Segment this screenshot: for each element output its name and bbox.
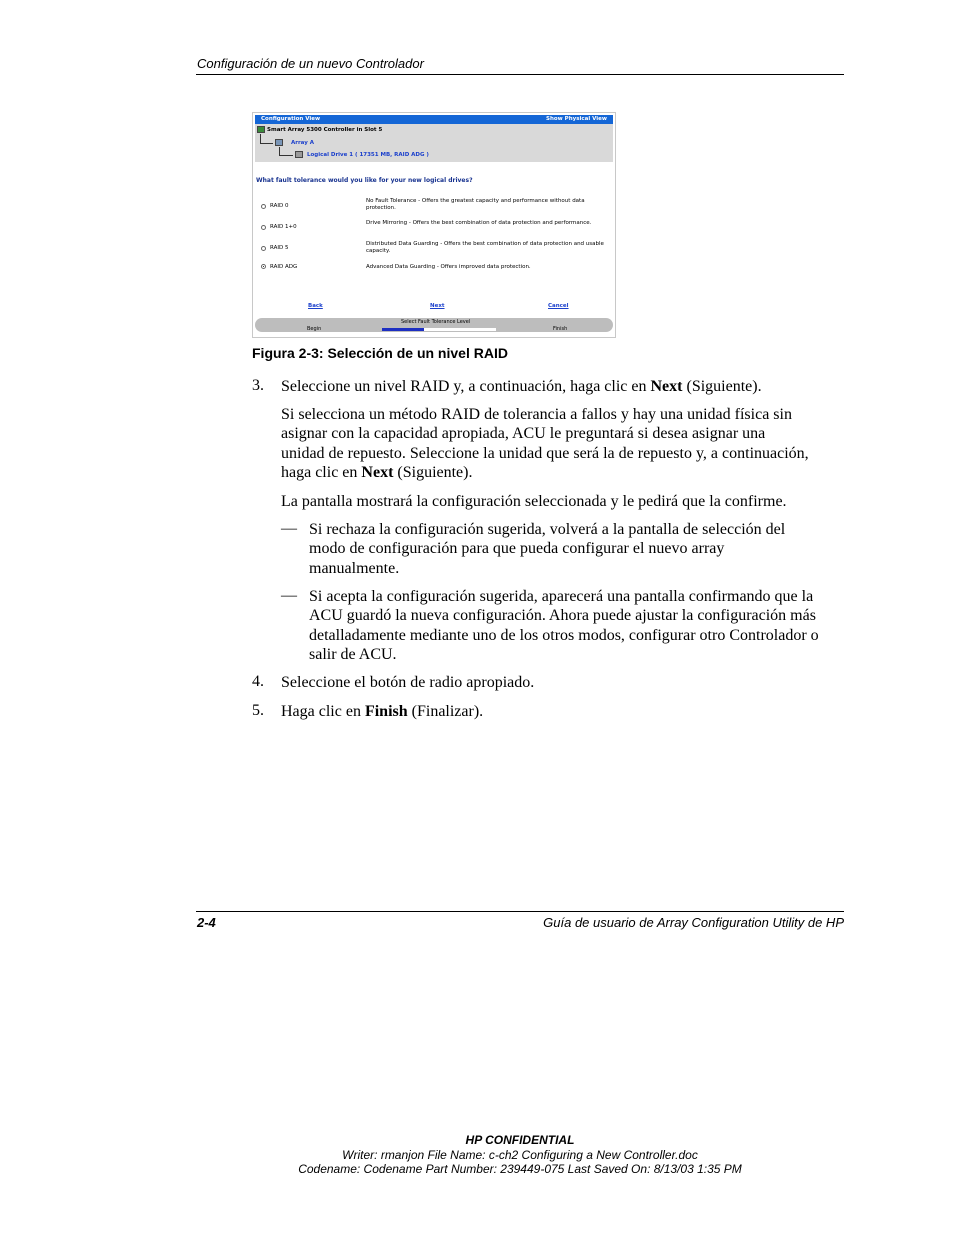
- reject-paragraph: Si rechaza la configuración sugerida, volverá a la pantalla de selección del modo de configuración para que pueda configurar el nuevo array manualmente.: [309, 521, 786, 577]
- footer-rule: [196, 911, 844, 912]
- step-3-text: Seleccione un nivel RAID y, a continuación, haga clic en Next (Siguiente).: [281, 378, 762, 395]
- logical-drive-icon: [295, 151, 303, 158]
- step-5-text: Haga clic en Finish (Finalizar).: [281, 703, 484, 720]
- back-link[interactable]: Back: [308, 303, 323, 309]
- header-rule: [196, 74, 844, 75]
- confidential-writer-line: Writer: rmanjon File Name: c-ch2 Configuring a New Controller.doc: [342, 1147, 698, 1162]
- tree-connector: [279, 147, 280, 155]
- raid-0-radio[interactable]: [261, 204, 266, 209]
- tree-connector: [279, 155, 293, 156]
- raid-10-label: RAID 1+0: [270, 224, 297, 230]
- raid-adg-desc: Advanced Data Guarding - Offers improved data protection.: [366, 264, 531, 270]
- raid-0-desc: No Fault Tolerance - Offers the greatest capacity and performance without data protection.: [366, 198, 585, 211]
- dash-bullet: —: [281, 520, 297, 537]
- book-title: Guía de usuario de Array Configuration Utility de HP: [543, 915, 844, 930]
- page-number: 2-4: [197, 915, 216, 930]
- tree-controller[interactable]: Smart Array 5300 Controller in Slot 5: [267, 127, 383, 133]
- raid-5-label: RAID 5: [270, 245, 289, 251]
- raid-10-radio[interactable]: [261, 225, 266, 230]
- tree-logical-drive[interactable]: Logical Drive 1 ( 17351 MB, RAID ADG ): [307, 152, 429, 158]
- configuration-view-title: Configuration View: [261, 116, 321, 122]
- step-4-number: 4.: [252, 673, 264, 690]
- cancel-link[interactable]: Cancel: [548, 303, 569, 309]
- raid-adg-radio[interactable]: [261, 264, 266, 269]
- progress-track: [382, 328, 496, 331]
- progress-finish-label: Finish: [553, 326, 568, 332]
- fault-tolerance-question: What fault tolerance would you like for your new logical drives?: [256, 177, 473, 184]
- dash-bullet: —: [281, 587, 297, 604]
- confidential-block: [196, 1133, 844, 1177]
- controller-icon: [257, 126, 265, 133]
- raid-adg-label: RAID ADG: [270, 264, 298, 270]
- tree-connector: [260, 134, 261, 143]
- wizard-progress: [255, 318, 613, 332]
- running-header: Configuración de un nuevo Controlador: [197, 56, 424, 71]
- progress-step-label: Select Fault Tolerance Level: [401, 319, 471, 325]
- tree-connector: [260, 143, 273, 144]
- step-5-number: 5.: [252, 702, 264, 719]
- config-screenshot: [252, 112, 616, 338]
- raid-5-radio[interactable]: [261, 246, 266, 251]
- show-physical-view-link[interactable]: Show Physical View: [546, 116, 607, 122]
- step-4-text: Seleccione el botón de radio apropiado.: [281, 674, 535, 691]
- progress-begin-label: Begin: [307, 326, 322, 332]
- confidential-codename-line: Codename: Codename Part Number: 239449-075 Last Saved On: 8/13/03 1:35 PM: [298, 1162, 742, 1177]
- tree-array[interactable]: Array A: [291, 140, 314, 146]
- step-3-number: 3.: [252, 377, 264, 394]
- confidential-title: HP CONFIDENTIAL: [465, 1133, 575, 1147]
- raid-0-label: RAID 0: [270, 203, 289, 209]
- spare-drive-paragraph: Si selecciona un método RAID de tolerancia a fallos y hay una unidad física sin asignar con la capacidad apropiada, ACU le preguntará si desea asignar una unidad de repuesto. Seleccione la unidad que será la de repuesto y, a continuación, haga clic en Next (Siguiente).: [281, 406, 809, 482]
- accept-paragraph: Si acepta la configuración sugerida, aparecerá una pantalla confirmando que la ACU guardó la nueva configuración. Ahora puede ajustar la configuración más detalladamente mediante uno de los otros modos, configurar otro Controlador o salir de ACU.: [309, 588, 819, 664]
- raid-5-desc: Distributed Data Guarding - Offers the best combination of data protection and usable capacity.: [366, 241, 604, 254]
- array-icon: [275, 139, 283, 146]
- confirm-paragraph: La pantalla mostrará la configuración seleccionada y le pedirá que la confirme.: [281, 493, 787, 510]
- config-tree: [255, 124, 613, 162]
- figure-caption: Figura 2-3: Selección de un nivel RAID: [252, 345, 508, 361]
- screenshot-titlebar: [255, 115, 613, 124]
- next-link[interactable]: Next: [430, 303, 445, 309]
- raid-10-desc: Drive Mirroring - Offers the best combination of data protection and performance.: [366, 220, 592, 226]
- progress-fill: [382, 328, 424, 331]
